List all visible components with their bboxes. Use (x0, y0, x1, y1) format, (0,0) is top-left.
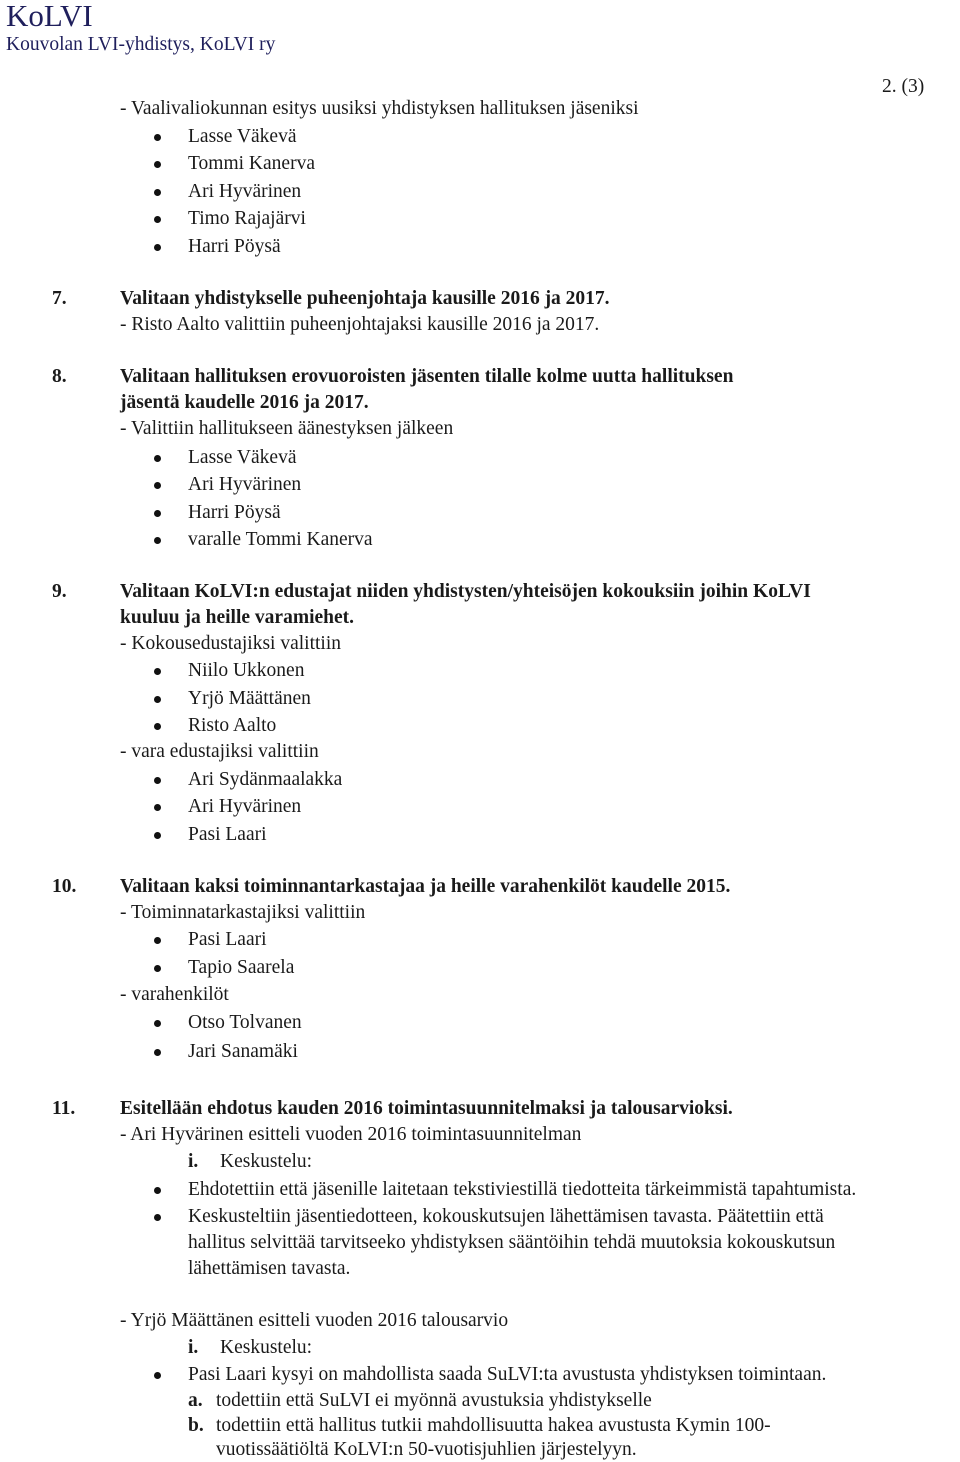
bullet-icon (154, 134, 161, 141)
section-number: 7. (52, 288, 67, 309)
list-item: Tommi Kanerva (188, 153, 315, 174)
bullet-icon (154, 1049, 161, 1056)
list-item: Ari Sydänmaalakka (188, 769, 343, 790)
list-item: Keskusteltiin jäsentiedotteen, kokouskutsujen lähettämisen tavasta. Päätettiin että (188, 1206, 824, 1227)
section-heading-cont: kuuluu ja heille varamiehet. (120, 607, 355, 628)
sub-item-marker: i. (188, 1337, 199, 1358)
letter-marker: a. (188, 1390, 203, 1411)
list-item: Pasi Laari kysyi on mahdollista saada SuLVI:ta avustusta yhdistyksen toimintaan. (188, 1364, 827, 1385)
list-item: Pasi Laari (188, 929, 267, 950)
section-number: 8. (52, 366, 67, 387)
bullet-icon (154, 1214, 161, 1221)
bullet-icon (154, 1372, 161, 1379)
bullet-icon (154, 965, 161, 972)
bullet-icon (154, 455, 161, 462)
list-item: Ari Hyvärinen (188, 474, 302, 495)
dash-item: - Vaalivaliokunnan esitys uusiksi yhdistyksen hallituksen jäseniksi (120, 98, 639, 119)
dash-item: - Yrjö Määttänen esitteli vuoden 2016 talousarvio (120, 1310, 509, 1331)
dash-item: - Valittiin hallitukseen äänestyksen jälkeen (120, 418, 454, 439)
dash-item: - Kokousedustajiksi valittiin (120, 633, 341, 654)
section-number: 9. (52, 581, 67, 602)
bullet-icon (154, 723, 161, 730)
bullet-icon (154, 804, 161, 811)
list-item: varalle Tommi Kanerva (188, 529, 373, 550)
list-item: Yrjö Määttänen (188, 688, 311, 709)
list-item: Ari Hyvärinen (188, 796, 302, 817)
bullet-icon (154, 777, 161, 784)
list-item: Niilo Ukkonen (188, 660, 305, 681)
list-item: Lasse Väkevä (188, 126, 297, 147)
dash-item: - Toiminnatarkastajiksi valittiin (120, 902, 366, 923)
section-number: 10. (52, 876, 77, 897)
bullet-icon (154, 189, 161, 196)
list-item: Harri Pöysä (188, 502, 281, 523)
bullet-icon (154, 1187, 161, 1194)
bullet-icon (154, 216, 161, 223)
dash-item: - vara edustajiksi valittiin (120, 741, 319, 762)
list-item: Lasse Väkevä (188, 447, 297, 468)
bullet-icon (154, 537, 161, 544)
list-item: Timo Rajajärvi (188, 208, 306, 229)
dash-item: - varahenkilöt (120, 984, 229, 1005)
list-item: Jari Sanamäki (188, 1041, 298, 1062)
bullet-icon (154, 937, 161, 944)
sub-item-marker: i. (188, 1151, 199, 1172)
section-number: 11. (52, 1098, 76, 1119)
org-full-name: Kouvolan LVI-yhdistys, KoLVI ry (6, 34, 276, 55)
bullet-icon (154, 1020, 161, 1027)
sub-item-label: Keskustelu: (220, 1151, 313, 1172)
section-heading-cont: jäsentä kaudelle 2016 ja 2017. (120, 392, 369, 413)
bullet-icon (154, 482, 161, 489)
letter-marker: b. (188, 1415, 204, 1436)
list-item: Harri Pöysä (188, 236, 281, 257)
letter-item-cont: vuotissäätiöltä KoLVI:n 50-vuotisjuhlien järjestelyyn. (216, 1439, 637, 1460)
list-item-cont: hallitus selvittää tarvitseeko yhdistyksen sääntöihin tehdä muutoksia kokouskutsun (188, 1232, 836, 1253)
bullet-icon (154, 510, 161, 517)
list-item: Tapio Saarela (188, 957, 295, 978)
letter-item: todettiin että SuLVI ei myönnä avustuksia yhdistykselle (216, 1390, 652, 1411)
bullet-icon (154, 696, 161, 703)
dash-item: - Risto Aalto valittiin puheenjohtajaksi kausille 2016 ja 2017. (120, 314, 600, 335)
bullet-icon (154, 668, 161, 675)
list-item: Ehdotettiin että jäsenille laitetaan tekstiviestillä tiedotteita tärkeimmistä tapahtumista. (188, 1179, 857, 1200)
section-heading: Valitaan kaksi toiminnantarkastajaa ja heille varahenkilöt kaudelle 2015. (120, 876, 731, 897)
section-heading: Valitaan hallituksen erovuoroisten jäsenten tilalle kolme uutta hallituksen (120, 366, 734, 387)
page-number: 2. (3) (882, 76, 925, 97)
list-item: Ari Hyvärinen (188, 181, 302, 202)
bullet-icon (154, 832, 161, 839)
sub-item-label: Keskustelu: (220, 1337, 313, 1358)
section-heading: Valitaan yhdistykselle puheenjohtaja kausille 2016 ja 2017. (120, 288, 610, 309)
bullet-icon (154, 244, 161, 251)
list-item-cont: lähettämisen tavasta. (188, 1258, 351, 1279)
bullet-icon (154, 161, 161, 168)
section-heading: Esitellään ehdotus kauden 2016 toimintasuunnitelmaksi ja talousarvioksi. (120, 1098, 733, 1119)
letter-item: todettiin että hallitus tutkii mahdollisuutta hakea avustusta Kymin 100- (216, 1415, 771, 1436)
list-item: Pasi Laari (188, 824, 267, 845)
dash-item: - Ari Hyvärinen esitteli vuoden 2016 toimintasuunnitelman (120, 1124, 582, 1145)
list-item: Otso Tolvanen (188, 1012, 302, 1033)
section-heading: Valitaan KoLVI:n edustajat niiden yhdistysten/yhteisöjen kokouksiin joihin KoLVI (120, 581, 811, 602)
org-name: KoLVI (6, 0, 93, 33)
list-item: Risto Aalto (188, 715, 277, 736)
